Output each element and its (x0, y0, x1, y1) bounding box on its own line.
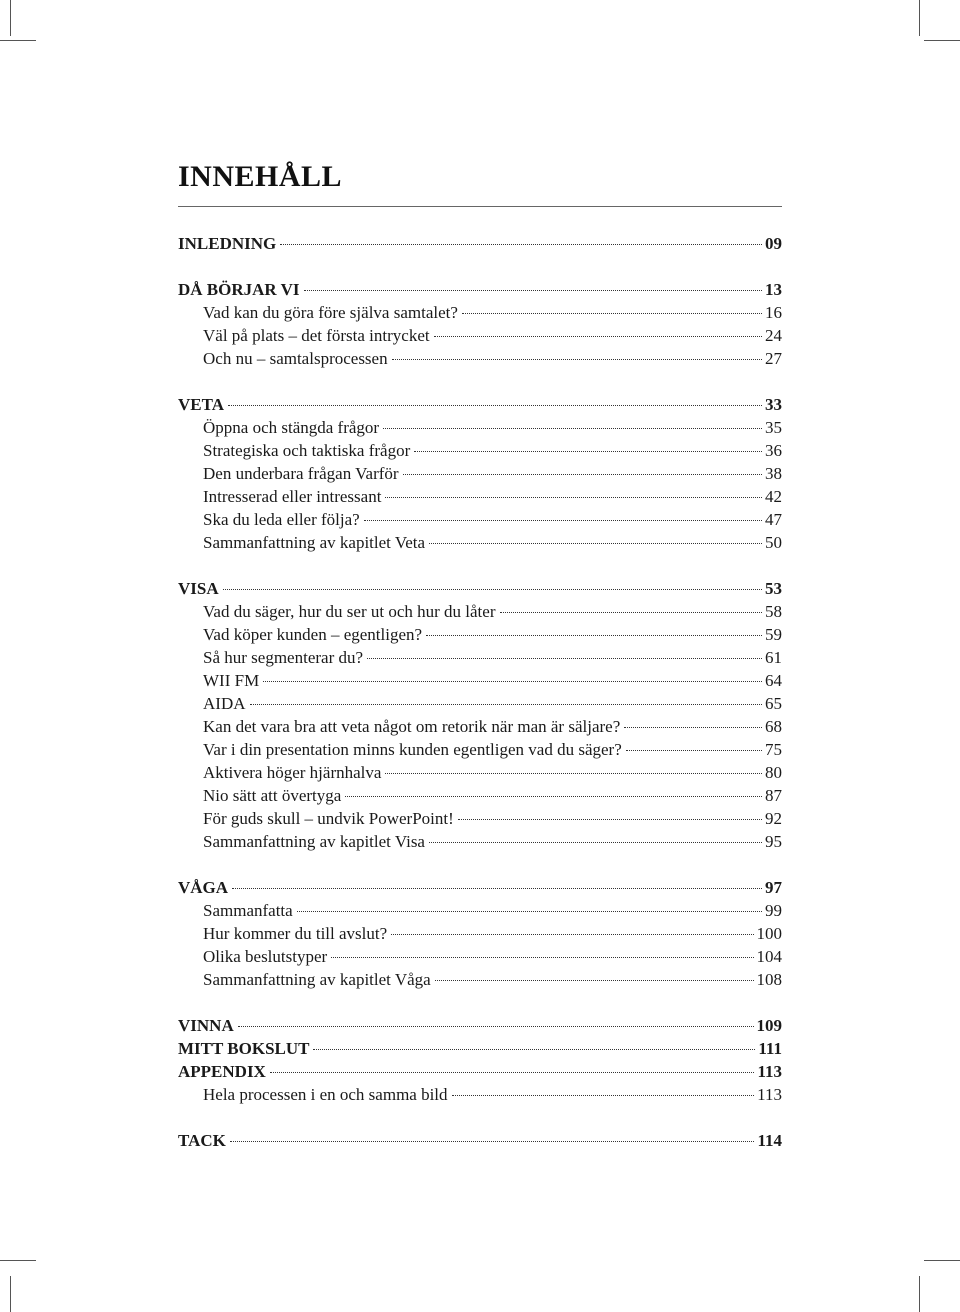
toc-subentry (178, 439, 782, 462)
toc-entry-label: Så hur segmenterar du? (203, 648, 364, 667)
toc-page-number: 61 (765, 648, 782, 667)
dot-leader (392, 359, 762, 360)
toc-subentry (178, 646, 782, 669)
toc-section (178, 278, 782, 370)
dot-leader (385, 773, 762, 774)
crop-mark (0, 1260, 36, 1261)
toc-subentry (178, 715, 782, 738)
toc-chapter-entry (178, 876, 782, 899)
dot-leader (364, 520, 762, 521)
toc-entry-label: MITT BOKSLUT (178, 1039, 310, 1058)
toc-page-number: 87 (765, 786, 782, 805)
toc-entry-label: Vad du säger, hur du ser ut och hur du låter (203, 602, 496, 621)
toc-entry-label: Öppna och stängda frågor (203, 418, 380, 437)
dot-leader (280, 244, 762, 245)
toc-page-number: 42 (765, 487, 782, 506)
toc-subentry (178, 692, 782, 715)
toc-page-number: 47 (765, 510, 782, 529)
toc-page-number: 104 (756, 947, 782, 966)
toc-page-number: 35 (765, 418, 782, 437)
toc-chapter-entry (178, 1129, 782, 1152)
dot-leader (452, 1095, 755, 1096)
toc-subentry (178, 761, 782, 784)
toc-page-number: 114 (757, 1131, 782, 1150)
toc-entry-label: Hur kommer du till avslut? (203, 924, 388, 943)
dot-leader (385, 497, 762, 498)
dot-leader (458, 819, 762, 820)
toc-entry-label: Sammanfattning av kapitlet Våga (203, 970, 431, 989)
toc-entry-label: Vad köper kunden – egentligen? (203, 625, 423, 644)
toc-entry-label: Nio sätt att övertyga (203, 786, 342, 805)
toc-subentry (178, 945, 782, 968)
toc-entry-label: AIDA (203, 694, 246, 713)
dot-leader (228, 405, 762, 406)
toc-section (178, 1014, 782, 1106)
dot-leader (230, 1141, 755, 1142)
toc-subentry (178, 347, 782, 370)
toc-section (178, 393, 782, 554)
toc-page-number: 111 (758, 1039, 782, 1058)
toc-page-number: 97 (765, 878, 782, 897)
crop-mark (919, 1276, 920, 1312)
dot-leader (223, 589, 762, 590)
toc-entry-label: Och nu – samtalsprocessen (203, 349, 388, 368)
toc-page-number: 68 (765, 717, 782, 736)
toc-chapter-entry (178, 577, 782, 600)
toc-section (178, 876, 782, 991)
dot-leader (434, 336, 762, 337)
toc-subentry (178, 623, 782, 646)
toc-entry-label: Väl på plats – det första intrycket (203, 326, 430, 345)
toc-subentry (178, 669, 782, 692)
toc-entry-label: För guds skull – undvik PowerPoint! (203, 809, 454, 828)
toc-chapter-entry (178, 232, 782, 255)
toc-entry-label: TACK (178, 1131, 226, 1150)
dot-leader (429, 543, 762, 544)
toc-page-number: 24 (765, 326, 782, 345)
toc-entry-label: Strategiska och taktiska frågor (203, 441, 411, 460)
dot-leader (297, 911, 762, 912)
toc-entry-label: Sammanfattning av kapitlet Visa (203, 832, 425, 851)
dot-leader (429, 842, 762, 843)
toc-subentry (178, 416, 782, 439)
toc-page-number: 99 (765, 901, 782, 920)
dot-leader (435, 980, 754, 981)
toc-section (178, 232, 782, 255)
toc-page-number: 33 (765, 395, 782, 414)
toc-entry-label: VISA (178, 579, 219, 598)
toc-entry-label: VINNA (178, 1016, 234, 1035)
toc-subentry (178, 1083, 782, 1106)
toc-subentry (178, 301, 782, 324)
toc-subentry (178, 462, 782, 485)
toc-chapter-entry (178, 1060, 782, 1083)
dot-leader (238, 1026, 754, 1027)
toc-page-number: 13 (765, 280, 782, 299)
crop-mark (10, 1276, 11, 1312)
toc-subentry (178, 324, 782, 347)
toc-page-number: 95 (765, 832, 782, 851)
toc-entry-label: Olika beslutstyper (203, 947, 328, 966)
toc-page-number: 50 (765, 533, 782, 552)
dot-leader (414, 451, 762, 452)
title-rule (178, 206, 782, 207)
toc-entry-label: Aktivera höger hjärnhalva (203, 763, 382, 782)
crop-mark (924, 40, 960, 41)
dot-leader (304, 290, 762, 291)
toc-page-number: 58 (765, 602, 782, 621)
dot-leader (426, 635, 762, 636)
dot-leader (313, 1049, 755, 1050)
toc-section (178, 1129, 782, 1152)
toc-page-number: 64 (765, 671, 782, 690)
dot-leader (367, 658, 762, 659)
toc-entry-label: Sammanfattning av kapitlet Veta (203, 533, 426, 552)
toc-entry-label: Intresserad eller intressant (203, 487, 382, 506)
crop-mark (924, 1260, 960, 1261)
dot-leader (270, 1072, 755, 1073)
toc-subentry (178, 830, 782, 853)
toc-page-number: 75 (765, 740, 782, 759)
dot-leader (403, 474, 762, 475)
toc-page-number: 113 (757, 1085, 782, 1104)
crop-mark (10, 0, 11, 36)
toc-subentry (178, 784, 782, 807)
toc-entry-label: Var i din presentation minns kunden egentligen vad du säger? (203, 740, 622, 759)
toc-page-number: 80 (765, 763, 782, 782)
toc-subentry (178, 807, 782, 830)
dot-leader (250, 704, 763, 705)
toc-entry-label: Kan det vara bra att veta något om retorik när man är säljare? (203, 717, 621, 736)
dot-leader (391, 934, 753, 935)
toc-entry-label: Hela processen i en och samma bild (203, 1085, 448, 1104)
toc-page-number: 113 (757, 1062, 782, 1081)
toc-entry-label: Ska du leda eller följa? (203, 510, 360, 529)
toc-subentry (178, 922, 782, 945)
toc-page-number: 59 (765, 625, 782, 644)
toc-subentry (178, 899, 782, 922)
toc-entry-label: Sammanfatta (203, 901, 293, 920)
toc-page-number: 109 (756, 1016, 782, 1035)
toc-subentry (178, 600, 782, 623)
page-title: INNEHÅLL (178, 160, 343, 193)
dot-leader (263, 681, 762, 682)
dot-leader (462, 313, 762, 314)
toc-page-number: 38 (765, 464, 782, 483)
dot-leader (626, 750, 762, 751)
toc-page-number: 108 (756, 970, 782, 989)
toc-entry-label: VETA (178, 395, 224, 414)
toc-subentry (178, 968, 782, 991)
dot-leader (345, 796, 762, 797)
table-of-contents (178, 232, 782, 1175)
toc-page-number: 36 (765, 441, 782, 460)
toc-page-number: 16 (765, 303, 782, 322)
toc-entry-label: Den underbara frågan Varför (203, 464, 399, 483)
toc-entry-label: VÅGA (178, 878, 229, 897)
toc-page-number: 09 (765, 234, 782, 253)
crop-mark (0, 40, 36, 41)
toc-entry-label: Vad kan du göra före själva samtalet? (203, 303, 458, 322)
toc-subentry (178, 738, 782, 761)
dot-leader (624, 727, 762, 728)
toc-subentry (178, 531, 782, 554)
crop-mark (919, 0, 920, 36)
toc-entry-label: DÅ BÖRJAR VI (178, 280, 300, 299)
dot-leader (331, 957, 753, 958)
toc-page-number: 92 (765, 809, 782, 828)
toc-chapter-entry (178, 1037, 782, 1060)
toc-subentry (178, 508, 782, 531)
toc-page-number: 65 (765, 694, 782, 713)
toc-section (178, 577, 782, 853)
toc-chapter-entry (178, 393, 782, 416)
toc-chapter-entry (178, 1014, 782, 1037)
toc-page-number: 100 (756, 924, 782, 943)
dot-leader (500, 612, 763, 613)
toc-entry-label: WII FM (203, 671, 260, 690)
toc-page-number: 53 (765, 579, 782, 598)
dot-leader (383, 428, 762, 429)
toc-subentry (178, 485, 782, 508)
toc-chapter-entry (178, 278, 782, 301)
toc-entry-label: APPENDIX (178, 1062, 266, 1081)
dot-leader (232, 888, 762, 889)
toc-entry-label: INLEDNING (178, 234, 277, 253)
toc-page-number: 27 (765, 349, 782, 368)
